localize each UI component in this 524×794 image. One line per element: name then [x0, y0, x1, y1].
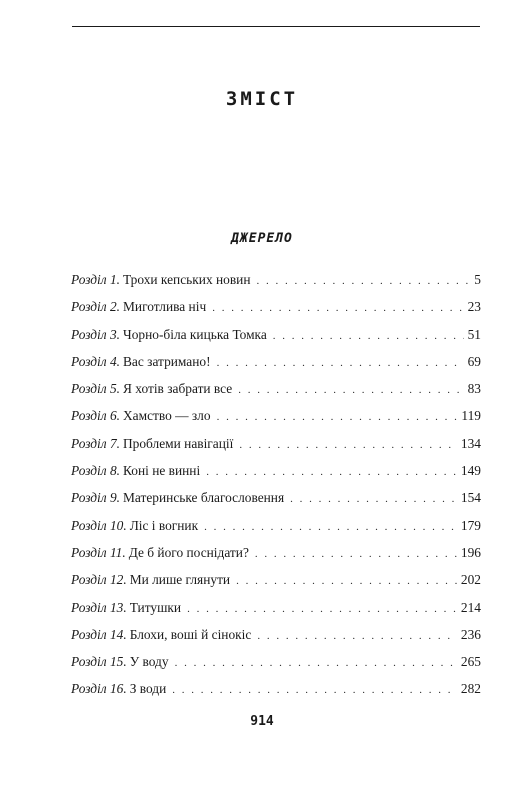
page-folio: 914: [250, 714, 274, 729]
toc-entry[interactable]: [71, 600, 481, 627]
chapter-title: Коні не винні: [123, 463, 201, 479]
chapter-label: Розділ 16.: [71, 681, 127, 697]
chapter-title: Чорно-біла кицька Томка: [123, 326, 267, 342]
page-number: 236: [460, 626, 481, 642]
chapter-title: Миготлива ніч: [123, 299, 207, 315]
chapter-title: Де б його поснідати?: [128, 544, 249, 560]
dot-leader: [175, 657, 457, 669]
page-number: 179: [460, 517, 481, 533]
page-number: 5: [474, 272, 481, 287]
chapter-label: Розділ 13.: [71, 599, 127, 615]
chapter-label: Розділ 1.: [71, 272, 120, 287]
page-number: 83: [467, 381, 481, 397]
chapter-title: Материнське благословення: [123, 490, 285, 506]
table-of-contents: [71, 272, 481, 709]
chapter-title: Трохи кепських новин: [123, 272, 251, 287]
toc-entry[interactable]: [71, 518, 481, 545]
toc-entry[interactable]: [71, 436, 481, 463]
chapter-label: Розділ 4.: [71, 353, 120, 369]
chapter-label: Розділ 6.: [71, 408, 120, 424]
page-number: 282: [460, 681, 481, 697]
dot-leader: [236, 575, 457, 587]
toc-entry[interactable]: [71, 408, 481, 435]
chapter-title: Блохи, воші й сінокіс: [129, 626, 252, 642]
toc-entry[interactable]: [71, 654, 481, 681]
section-heading: ДЖЕРЕЛО: [231, 231, 293, 246]
dot-leader: [273, 330, 464, 342]
page-title: ЗМІСТ: [225, 88, 299, 110]
chapter-title: Проблеми навігації: [123, 435, 234, 451]
toc-entry[interactable]: [71, 490, 481, 517]
page-number: 202: [460, 572, 481, 588]
dot-leader: [172, 684, 457, 696]
toc-entry[interactable]: [71, 463, 481, 490]
page-number: 134: [460, 435, 481, 451]
chapter-label: Розділ 12.: [71, 572, 127, 588]
chapter-title: Ми лише глянути: [129, 572, 231, 588]
dot-leader: [217, 357, 464, 369]
page-number: 196: [460, 544, 481, 560]
chapter-label: Розділ 14.: [71, 626, 127, 642]
toc-entry[interactable]: [71, 627, 481, 654]
toc-entry[interactable]: [71, 272, 481, 299]
chapter-title: Я хотів забрати все: [123, 381, 233, 397]
chapter-title: З води: [129, 681, 167, 697]
chapter-label: Розділ 10.: [71, 517, 127, 533]
chapter-label: Розділ 11.: [71, 544, 126, 560]
toc-entry[interactable]: [71, 354, 481, 381]
dot-leader: [257, 275, 471, 287]
chapter-label: Розділ 5.: [71, 381, 120, 397]
page-number: 149: [460, 463, 481, 479]
top-rule: [72, 26, 480, 27]
dot-leader: [206, 466, 457, 478]
dot-leader: [239, 439, 457, 451]
chapter-title: Хамство — зло: [123, 408, 211, 424]
dot-leader: [238, 384, 463, 396]
page-number: 69: [467, 353, 481, 369]
chapter-label: Розділ 7.: [71, 435, 120, 451]
toc-entry[interactable]: [71, 381, 481, 408]
page-number: 23: [467, 299, 481, 315]
dot-leader: [187, 603, 457, 615]
toc-entry[interactable]: [71, 681, 481, 708]
dot-leader: [212, 302, 463, 314]
toc-entry[interactable]: [71, 327, 481, 354]
chapter-label: Розділ 15.: [71, 654, 127, 670]
page-number: 51: [467, 326, 481, 342]
chapter-title: Вас затримано!: [123, 353, 211, 369]
chapter-label: Розділ 3.: [71, 326, 120, 342]
dot-leader: [290, 493, 457, 505]
chapter-title: У воду: [129, 654, 169, 670]
dot-leader: [204, 521, 457, 533]
chapter-label: Розділ 2.: [71, 299, 120, 315]
chapter-title: Титушки: [129, 599, 182, 615]
page-number: 154: [460, 490, 481, 506]
dot-leader: [217, 411, 458, 423]
dot-leader: [257, 630, 457, 642]
page-number: 265: [460, 654, 481, 670]
page-number: 214: [460, 599, 481, 615]
page-number: 119: [461, 408, 481, 424]
chapter-title: Ліс і вогник: [129, 517, 199, 533]
toc-entry[interactable]: [71, 572, 481, 599]
chapter-label: Розділ 8.: [71, 463, 120, 479]
toc-entry[interactable]: [71, 545, 481, 572]
toc-entry[interactable]: [71, 299, 481, 326]
chapter-label: Розділ 9.: [71, 490, 120, 506]
dot-leader: [255, 548, 457, 560]
